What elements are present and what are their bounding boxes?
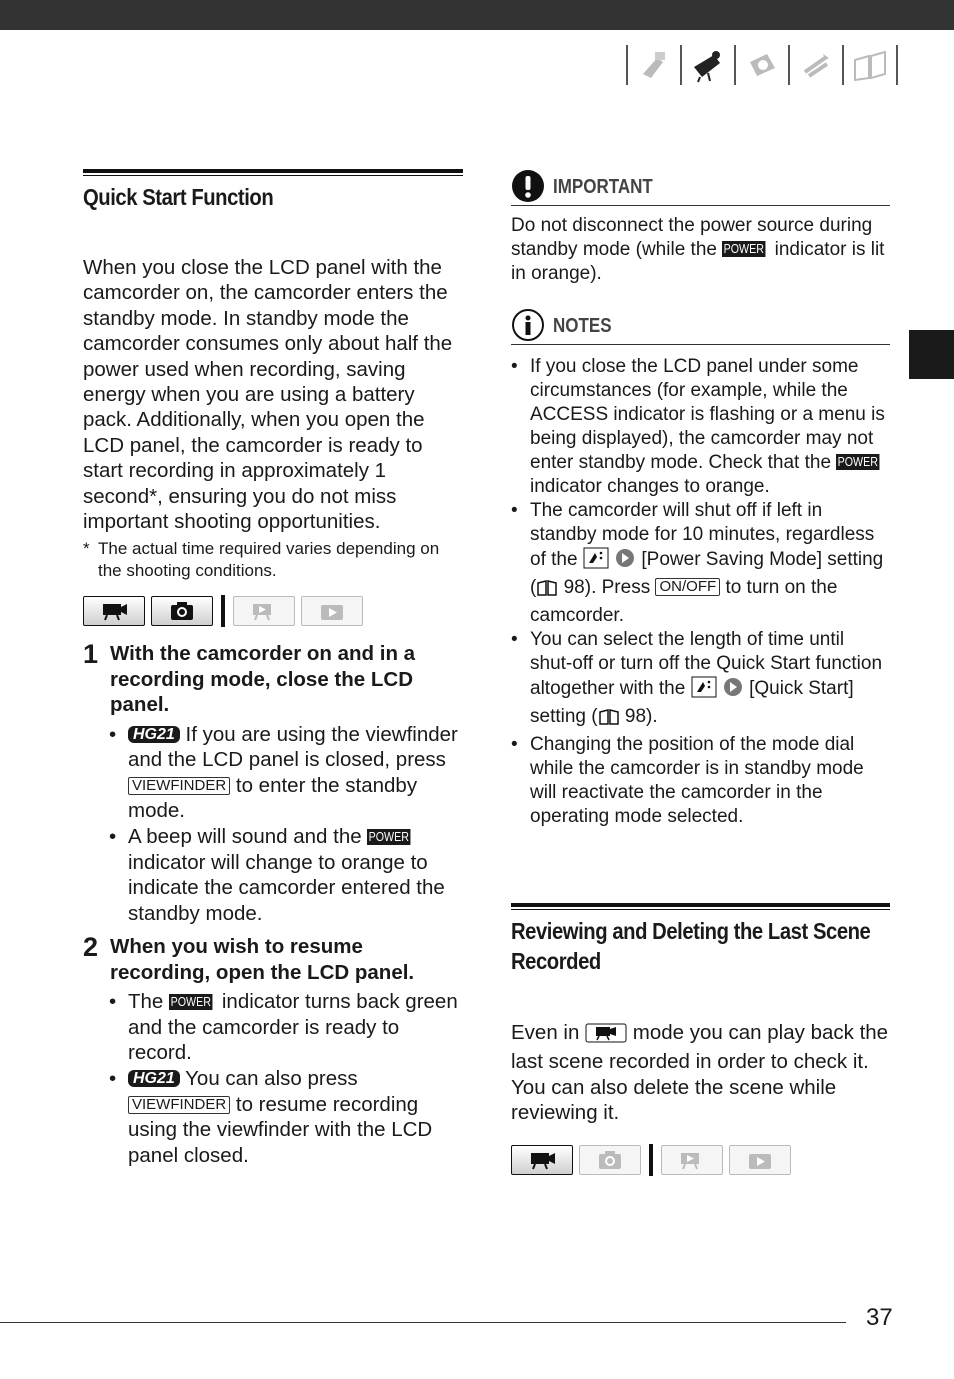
- movie-mode-icon: [83, 596, 145, 626]
- power-indicator-label: POWER: [368, 829, 410, 845]
- chapter-tab: [909, 330, 954, 379]
- photo-playback-mode-icon: [729, 1145, 791, 1175]
- setup-menu-icon: [614, 547, 636, 576]
- movie-playback-mode-icon: [233, 596, 295, 626]
- important-text: [511, 214, 890, 286]
- note-text: Changing the position of the mode dial while the camcorder is in standby mode will reactivate the camcorder in the operating mode selected.: [530, 734, 864, 827]
- list-item: [511, 628, 890, 733]
- text: Do not disconnect the power source during standby mode (while the: [511, 215, 873, 260]
- step-number: 2: [83, 932, 99, 963]
- note-text: The camcorder will shut off if left in standby mode for 10 minutes, regardless of the: [530, 500, 875, 570]
- section-rule: [83, 169, 463, 176]
- footnote-mark: *: [83, 539, 90, 559]
- note-text: 98).: [624, 706, 658, 727]
- right-column: [511, 169, 890, 1176]
- step-1: [83, 641, 463, 717]
- bullet-text: A beep will sound and the: [128, 825, 362, 849]
- text: indicator is lit in orange).: [511, 239, 885, 284]
- on-off-key: ON/OFF: [655, 578, 720, 596]
- important-title: IMPORTANT: [553, 176, 653, 198]
- mode-divider: [221, 595, 225, 627]
- note-text: indicator changes to orange.: [530, 476, 770, 497]
- bullet-text: to enter the standby mode.: [128, 773, 418, 823]
- viewfinder-key: VIEWFINDER: [128, 777, 230, 795]
- text: mode you can play back the last scene recorded in order to check it. You can also delete the scene while reviewing it.: [511, 1021, 889, 1125]
- intro-paragraph: When you close the LCD panel with the camcorder on, the camcorder enters the standby mode. In standby mode the camcorder consumes only about half the power used when recording, saving energy when you are using a battery pack. Additionally, when you open the LCD panel, the camcorder is ready to start recording in approximately 1 second*, ensuring you do not miss important shooting opportunities.: [83, 256, 453, 534]
- note-text: [Power Saving Mode] setting (: [530, 549, 884, 598]
- photo-mode-icon: [579, 1145, 641, 1175]
- bullet-text: to resume recording using the viewfinder with the LCD panel closed.: [128, 1092, 433, 1167]
- info-icon: [511, 308, 545, 342]
- step-1-bullets: [83, 722, 463, 927]
- list-item: [109, 722, 463, 824]
- setup-menu-icon: [722, 676, 744, 705]
- photo-playback-mode-icon: [301, 596, 363, 626]
- power-indicator-label: POWER: [723, 241, 765, 256]
- list-item: [109, 824, 463, 926]
- mode-divider: [649, 1144, 653, 1176]
- step-text: When you wish to resume recording, open the LCD panel.: [110, 935, 415, 984]
- book-icon: [598, 708, 620, 733]
- model-badge: HG21: [128, 726, 180, 743]
- movie-mode-icon: [585, 1023, 627, 1049]
- note-text: [Quick Start] setting (: [530, 678, 854, 727]
- top-bar: [0, 0, 954, 30]
- list-item: [511, 355, 890, 499]
- menu-icon: [583, 547, 609, 576]
- list-item: [109, 1066, 463, 1168]
- note-text: If you close the LCD panel under some circumstances (for example, while the ACCESS indicator is flashing or a menu is being displayed), the camcorder may not enter standby mode. Check that the: [530, 356, 885, 473]
- section-title: Quick Start Function: [83, 184, 274, 210]
- notes-title: NOTES: [553, 315, 612, 337]
- bullet-text: indicator turns back green and the camcorder is ready to record.: [128, 990, 458, 1065]
- book-icon: [536, 579, 558, 604]
- section-title: Reviewing and Deleting the Last Scene Recorded: [511, 918, 871, 974]
- important-icon: [511, 169, 545, 203]
- movie-mode-icon: [511, 1145, 573, 1175]
- model-badge: HG21: [128, 1070, 180, 1087]
- note-text: 98). Press: [563, 577, 651, 598]
- footer-rule: [0, 1322, 846, 1323]
- section-rule: [511, 903, 890, 910]
- power-indicator-label: POWER: [170, 994, 211, 1010]
- note-text: You can select the length of time until shut-off or turn off the Quick Start function altogether with the: [530, 629, 883, 699]
- preparation-icon: [632, 45, 676, 85]
- additional-information-icon: [848, 45, 892, 85]
- notes-header: [511, 308, 890, 345]
- list-item: [109, 989, 463, 1066]
- bullet-text: You can also press: [185, 1067, 358, 1091]
- page-number: 37: [866, 1304, 893, 1331]
- footnote: [83, 538, 463, 581]
- step-2-bullets: [83, 989, 463, 1168]
- viewfinder-key: VIEWFINDER: [128, 1096, 230, 1114]
- list-item: [511, 733, 890, 829]
- bullet-text: If you are using the viewfinder and the LCD panel is closed, press: [128, 722, 458, 772]
- external-connections-icon: [794, 45, 838, 85]
- step-number: 1: [83, 639, 99, 670]
- mode-indicator-row: [511, 1144, 890, 1176]
- bullet-text: indicator will change to orange to indicate the camcorder entered the standby mode.: [128, 850, 445, 925]
- text: Even in: [511, 1021, 580, 1044]
- menu-icon: [691, 676, 717, 705]
- movie-playback-mode-icon: [661, 1145, 723, 1175]
- step-text: With the camcorder on and in a recording mode, close the LCD panel.: [110, 642, 416, 717]
- list-item: [511, 499, 890, 628]
- review-paragraph: [511, 1020, 890, 1126]
- important-header: [511, 169, 890, 206]
- footnote-text: The actual time required varies depending on the shooting conditions.: [98, 539, 440, 580]
- left-column: [83, 169, 463, 1168]
- notes-list: [511, 355, 890, 829]
- mode-indicator-row: [83, 595, 463, 627]
- note-text: to turn on the camcorder.: [530, 577, 838, 626]
- video-icon: [686, 45, 730, 85]
- photo-mode-icon: [151, 596, 213, 626]
- chapter-navigation: [622, 45, 902, 85]
- bullet-text: The: [128, 990, 164, 1014]
- step-2: [83, 934, 463, 985]
- power-indicator-label: POWER: [837, 454, 879, 469]
- photo-icon: [740, 45, 784, 85]
